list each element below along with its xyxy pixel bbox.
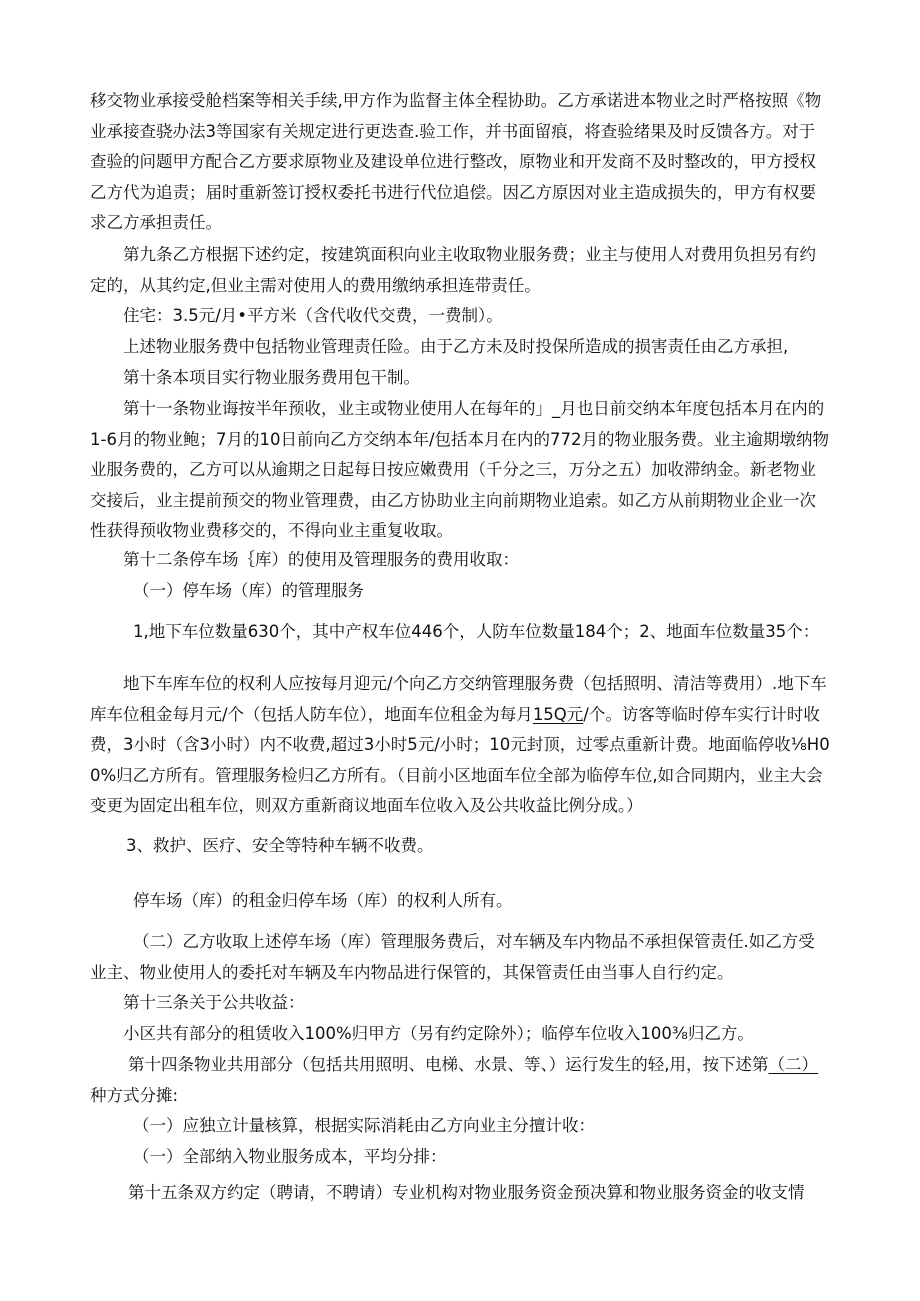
paragraph-article-15: 第十五条双方约定（聘请，不聘请）专业机构对物业服务资金预决算和物业服务资金的收支情 bbox=[128, 1183, 805, 1202]
paragraph-residential-fee: 住宅：3.5元/月•平方米（含代收代交费，一费制）。 bbox=[123, 306, 503, 325]
paragraph-handover-inspection: 移交物业承接受舱档案等相关手续,甲方作为监督主体全程协助。乙方承诺进本物业之时严格按照《物业承接查骁办法3等国家有关规定进行更迭查.验工作，并书面留痕，将查验绪果及时反馈各方。对于查验的问题甲方配合乙方要求原物业及建设单位进行整改，原物业和开发商不及时整改的，甲方授权乙方代为追责；届时重新签订授权委托书进行代位追偿。因乙方原因对业主造成损失的，甲方有权要求乙方承担责任。 bbox=[90, 91, 822, 232]
paragraph-article-14 bbox=[90, 1050, 830, 1111]
paragraph-article-9: 第九条乙方根据下述约定，按建筑面积向业主收取物业服务费；业主与使用人对费用负担另有约定的，从其约定,但业主需对使用人的费用缴纳承担连带责任。 bbox=[90, 245, 816, 295]
article-14-selected-option: （二） bbox=[768, 1055, 818, 1074]
paragraph-article-10: 第十条本项目实行物业服务费用包干制。 bbox=[123, 368, 420, 387]
paragraph-parking-rent-ownership: 停车场（库）的租金归停车场（库）的权利人所有。 bbox=[133, 891, 513, 910]
ground-parking-rent-value: 15Q元 bbox=[532, 704, 584, 724]
paragraph-option-one-metering: （一）应独立计量核算，根据实际消耗由乙方向业主分擅计收： bbox=[133, 1116, 595, 1135]
paragraph-parking-management-heading: （一）停车场（库）的管理服务 bbox=[133, 581, 364, 600]
paragraph-special-vehicles: 3、救护、医疗、安全等特种车辆不收费。 bbox=[126, 836, 434, 855]
paragraph-article-11: 第十一条物业诲按半年预收，业主或物业使用人在每年的」_月也日前交纳本年度包括本月在内的1-6月的物业鲍；7月的10日前向乙方交纳本年/包括本月在内的772月的物业服务费。业主逾期墩纳物业服务费的，乙方可以从逾期之日起每日按应嫩费用（千分之三，万分之五）加收滞纳金。新老物业交接后，业主提前预交的物业管理费，由乙方协助业主向前期物业追索。如乙方从前期物业企业一次性获得预收物业费移交的，不得向业主重复收取。 bbox=[90, 399, 829, 540]
parking-fees-text-end: /个。访客等临时停车实行计时收费，3小时（含3小时）内不收费,超过3小时5元/小时；10元封顶，过零点重新计费。地面临停收⅛H00%归乙方所有。管理服务检归乙方所有。（目前小区地面车位全部为临停车位,如合同期内，业主大会变更为固定出租车位，则双方重新商议地面车位收入及公共收益比例分成。） bbox=[90, 704, 830, 815]
paragraph-parking-counts: 1,地下车位数量630个，其中产权车位446个，人防车位数量184个；2、地面车位数量35个： bbox=[133, 622, 820, 641]
paragraph-article-12: 第十二条停车场｛库）的使用及管理服务的费用收取： bbox=[123, 550, 519, 569]
paragraph-parking-fees bbox=[90, 669, 830, 822]
article-14-text-end: 种方式分摊: bbox=[90, 1085, 179, 1105]
parking-fees-text-start: 地下车库车位的权利人应按每月迎元/个向乙方交纳管理服务费（包括照明、清洁等费用）.地下车库车位租金每月元/个（包括人防车位），地面车位租金为每月 bbox=[90, 674, 827, 724]
paragraph-parking-custody: （二）乙方收取上述停车场（库）管理服务费后，对车辆及车内物品不承担保管责任.如乙方受业主、物业使用人的委托对车辆及车内物品进行保管的，其保管责任由当事人自行约定。 bbox=[90, 932, 815, 982]
paragraph-article-13: 第十三条关于公共收益： bbox=[123, 993, 305, 1012]
article-14-text: 第十四条物业共用部分（包括共用照明、电梯、水景、等、）运行发生的轻,用，按下述第 bbox=[128, 1055, 769, 1074]
paragraph-public-income: 小区共有部分的租赁收入100%归甲方（另有约定除外）；临停车位收入100⅜归乙方。 bbox=[123, 1024, 754, 1043]
paragraph-liability-insurance: 上述物业服务费中包括物业管理责任险。由于乙方未及时投保所造成的损害责任由乙方承担, bbox=[123, 337, 789, 356]
paragraph-option-one-average: （一）全部纳入物业服务成本，平均分排： bbox=[133, 1147, 447, 1166]
